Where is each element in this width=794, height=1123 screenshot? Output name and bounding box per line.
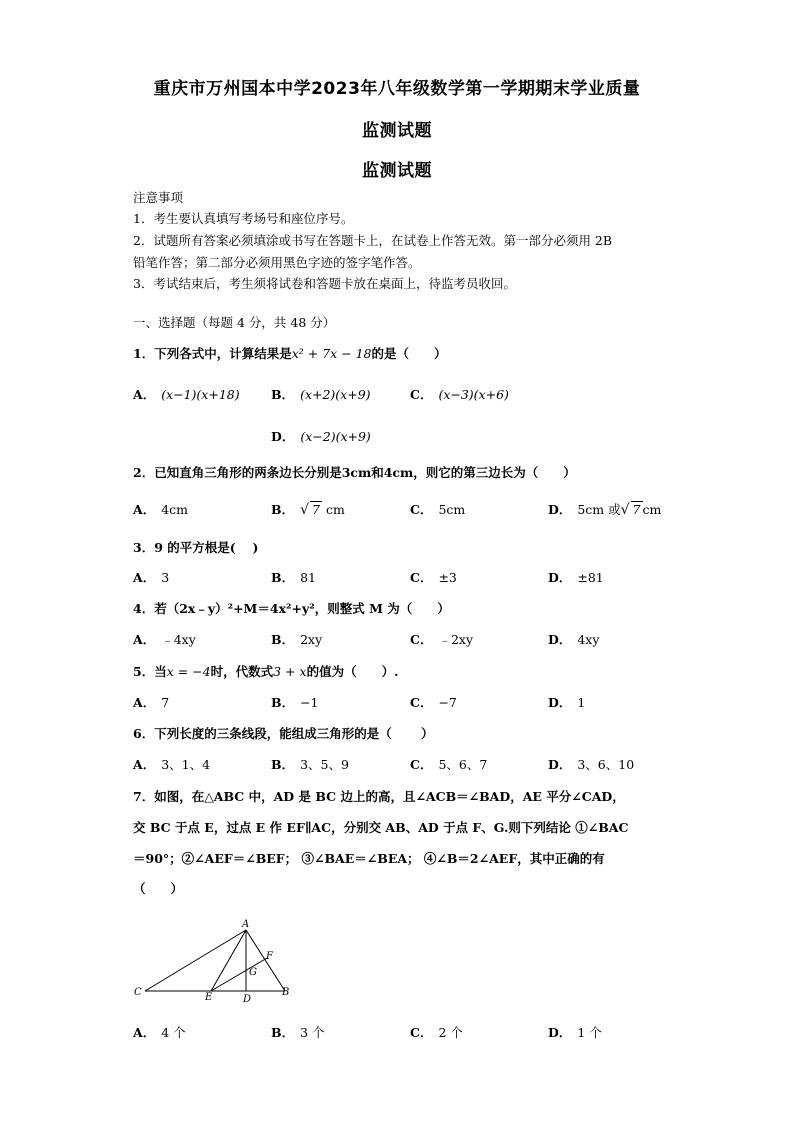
q4-option-d[interactable]: D． 4xy: [548, 632, 600, 647]
q2-option-d[interactable]: D． 5cm 或√ 7 cm: [548, 502, 662, 518]
q2-option-c[interactable]: C． 5cm: [410, 502, 466, 517]
triangle-figure: [130, 918, 310, 1008]
q6-stem: 6．下列长度的三条线段，能组成三角形的是（ ）: [133, 726, 434, 741]
q7-option-c[interactable]: C． 2 个: [410, 1025, 463, 1040]
segment-ae: [211, 930, 246, 991]
section-heading: 一、选择题（每题 4 分，共 48 分）: [133, 315, 336, 330]
page-subtitle: 监测试题: [362, 121, 432, 141]
label-c: C: [134, 987, 142, 998]
q4-stem: 4．若（2x﹣y）²+M＝4x²+y²，则整式 M 为（ ）: [133, 601, 450, 616]
q4-option-b[interactable]: B． 2xy: [271, 632, 323, 647]
q3-option-d[interactable]: D． ±81: [548, 570, 604, 585]
q7-option-b[interactable]: B． 3 个: [271, 1025, 325, 1040]
q1-option-b[interactable]: B． (x+2)(x+9): [271, 387, 371, 402]
q1-option-a[interactable]: A． (x−1)(x+18): [133, 387, 240, 402]
q1-stem: 1．下列各式中，计算结果是x² + 7x − 18的是（ ）: [133, 346, 447, 361]
q5-option-c[interactable]: C． −7: [410, 695, 457, 710]
q6-option-a[interactable]: A． 3、1、4: [133, 757, 211, 772]
q7-stem-line1: 7．如图，在△ABC 中，AD 是 BC 边上的高，且∠ACB＝∠BAD，AE 平分∠CAD，: [133, 789, 625, 804]
label-g: G: [249, 967, 257, 978]
q7-stem-line4: （ ）: [133, 881, 184, 896]
segment-ca: [145, 930, 246, 991]
q6-option-c[interactable]: C． 5、6、7: [410, 757, 488, 772]
q3-option-b[interactable]: B． 81: [271, 570, 316, 585]
page-subtitle-repeat: 监测试题: [362, 161, 432, 181]
radical-sign: √: [620, 502, 630, 518]
notes-item-1: 1．考生要认真填写考场号和座位序号。: [133, 211, 354, 226]
label-f: F: [266, 951, 273, 962]
q3-stem: 3．9 的平方根是( ): [133, 540, 259, 555]
q3-option-a[interactable]: A． 3: [133, 570, 170, 585]
q7-option-d[interactable]: D． 1 个: [548, 1025, 602, 1040]
q2-option-a[interactable]: A． 4cm: [133, 502, 189, 517]
q2-stem: 2．已知直角三角形的两条边长分别是3cm和4cm，则它的第三边长为（ ）: [133, 465, 576, 480]
page-title: 重庆市万州国本中学2023年八年级数学第一学期期末学业质量: [153, 79, 641, 99]
q1-expression: x² + 7x − 18: [291, 346, 372, 361]
q1-option-d[interactable]: D． (x−2)(x+9): [271, 429, 371, 444]
q1-option-c[interactable]: C． (x−3)(x+6): [410, 387, 509, 402]
q2-option-b[interactable]: B． √ 7 cm: [271, 502, 345, 518]
label-b: B: [282, 987, 290, 998]
q7-stem-line2: 交 BC 于点 E，过点 E 作 EF∥AC，分别交 AB、AD 于点 F、G.则下列结论 ①∠BAC: [133, 820, 629, 835]
label-e: E: [205, 992, 213, 1003]
q6-option-d[interactable]: D． 3、6、10: [548, 757, 635, 772]
notes-item-3: 3．考试结束后，考生须将试卷和答题卡放在桌面上，待监考员收回。: [133, 276, 516, 291]
q4-option-a[interactable]: A． ﹣4xy: [133, 632, 196, 647]
radical-sign: √: [300, 502, 309, 518]
q3-option-c[interactable]: C． ±3: [410, 570, 457, 585]
q7-option-a[interactable]: A． 4 个: [133, 1025, 186, 1040]
q5-option-d[interactable]: D． 1: [548, 695, 586, 710]
notes-heading: 注意事项: [133, 190, 184, 205]
segment-ef: [211, 958, 267, 991]
q5-option-a[interactable]: A． 7: [133, 695, 170, 710]
label-a: A: [242, 919, 250, 930]
q6-option-b[interactable]: B． 3、5、9: [271, 757, 349, 772]
q5-stem: 5．当x = −4时，代数式3 + x的值为（ ）.: [133, 664, 399, 679]
notes-item-2-cont: 铅笔作答；第二部分必须用黑色字迹的签字笔作答。: [133, 255, 421, 270]
q5-option-b[interactable]: B． −1: [271, 695, 319, 710]
q4-option-c[interactable]: C． ﹣2xy: [410, 632, 474, 647]
notes-item-2: 2．试题所有答案必须填涂或书写在答题卡上，在试卷上作答无效。第一部分必须用 2B: [133, 233, 613, 248]
label-d: D: [243, 994, 252, 1005]
q7-stem-line3: ＝90°；②∠AEF＝∠BEF； ③∠BAE＝∠BEA； ④∠B＝2∠AEF，其中正确的有: [133, 851, 605, 866]
